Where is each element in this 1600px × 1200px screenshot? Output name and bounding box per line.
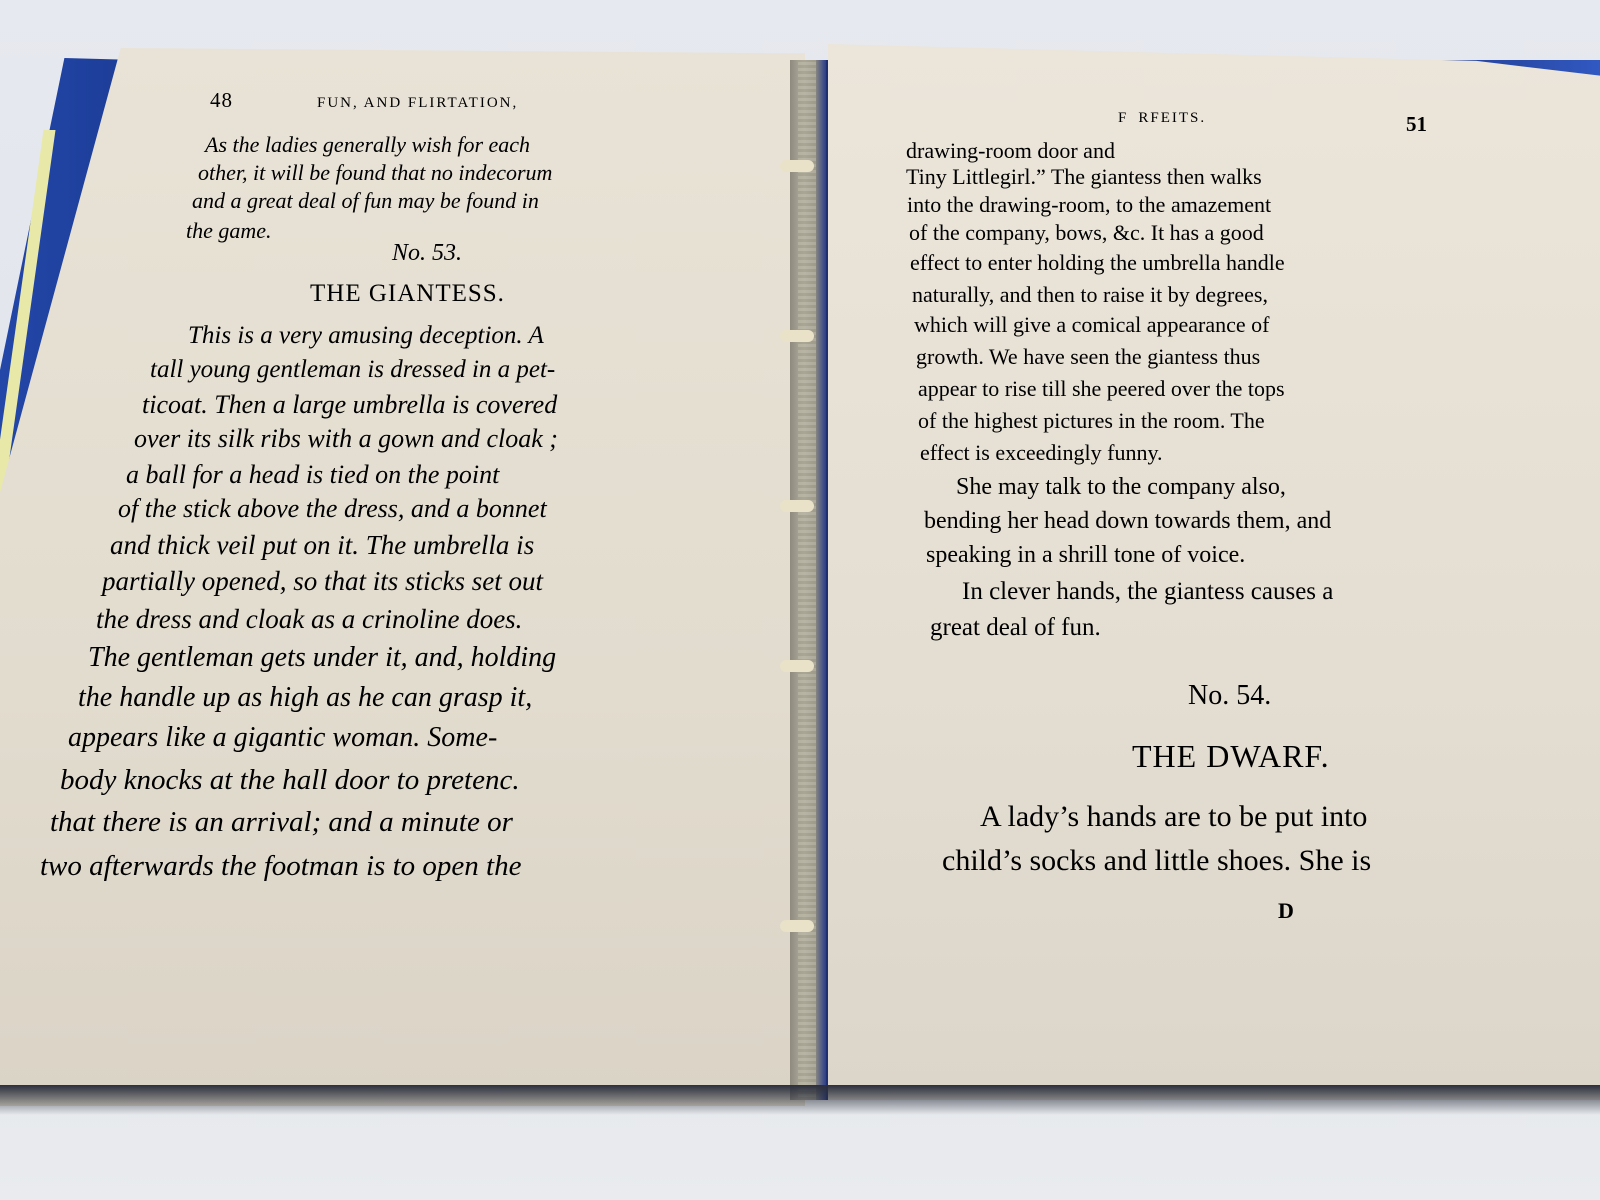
text-line: the game. (186, 218, 272, 243)
text-line: great deal of fun. (930, 614, 1101, 641)
text-line: naturally, and then to raise it by degrees, (912, 282, 1268, 307)
text-line: appear to rise till she peered over the tops (918, 376, 1285, 401)
entry-title: THE DWARF. (1132, 738, 1330, 774)
binding-thread (780, 160, 814, 172)
text-line: of the company, bows, &c. It has a good (909, 220, 1264, 245)
binding-thread (780, 330, 814, 342)
book-spine-gutter (790, 60, 826, 1100)
text-line: a ball for a head is tied on the point (126, 460, 500, 489)
text-line: As the ladies generally wish for each (205, 132, 531, 157)
text-line: effect to enter holding the umbrella handle (910, 250, 1285, 275)
text-line: that there is an arrival; and a minute or (50, 806, 513, 838)
binding-thread (780, 660, 814, 672)
signature-mark: D (1278, 898, 1294, 923)
page-number: 51 (1406, 112, 1427, 136)
text-line: of the highest pictures in the room. The (918, 408, 1265, 433)
text-line: partially opened, so that its sticks set out (102, 566, 543, 596)
text-line: tall young gentleman is dressed in a pet- (150, 356, 556, 383)
binding-thread (780, 500, 814, 512)
text-line: child’s socks and little shoes. She is (942, 844, 1372, 877)
binding-thread (780, 920, 814, 932)
text-line: body knocks at the hall door to pretenc. (60, 764, 520, 796)
text-line: She may talk to the company also, (956, 474, 1286, 500)
entry-number: No. 53. (392, 240, 463, 266)
text-line: appears like a gigantic woman. Some- (68, 722, 498, 753)
text-line: growth. We have seen the giantess thus (916, 344, 1261, 369)
text-line: over its silk ribs with a gown and cloak ; (134, 424, 558, 453)
text-line: Tiny Littlegirl.” The giantess then walks (906, 164, 1262, 189)
text-line: of the stick above the dress, and a bonnet (118, 494, 547, 523)
book-shadow (0, 1085, 1600, 1115)
left-page-header (210, 88, 518, 113)
text-line: This is a very amusing deception. A (188, 322, 544, 349)
text-line: other, it will be found that no indecorum (198, 160, 553, 185)
text-line: the dress and cloak as a crinoline does. (96, 604, 523, 634)
running-head: FUN, AND FLIRTATION, (317, 95, 519, 111)
running-head: F RFEITS. (1118, 110, 1207, 126)
text-line: into the drawing-room, to the amazement (907, 192, 1272, 217)
text-line: the handle up as high as he can grasp it, (78, 682, 533, 713)
text-line: A lady’s hands are to be put into (980, 800, 1368, 833)
text-line: The gentleman gets under it, and, holding (88, 642, 557, 673)
page-number: 48 (210, 88, 233, 112)
text-line: bending her head down towards them, and (924, 508, 1332, 534)
text-line: effect is exceedingly funny. (920, 440, 1163, 465)
text-line: and thick veil put on it. The umbrella is (110, 530, 535, 560)
text-line: drawing-room door and (906, 138, 1115, 163)
text-line: two afterwards the footman is to open the (40, 850, 522, 882)
text-line: In clever hands, the giantess causes a (962, 578, 1334, 605)
entry-number: No. 54. (1188, 680, 1272, 711)
text-line: which will give a comical appearance of (914, 312, 1270, 337)
entry-title: THE GIANTESS. (310, 280, 505, 307)
text-line: speaking in a shrill tone of voice. (926, 542, 1246, 568)
text-line: and a great deal of fun may be found in (192, 188, 539, 213)
text-line: ticoat. Then a large umbrella is covered (142, 390, 558, 419)
